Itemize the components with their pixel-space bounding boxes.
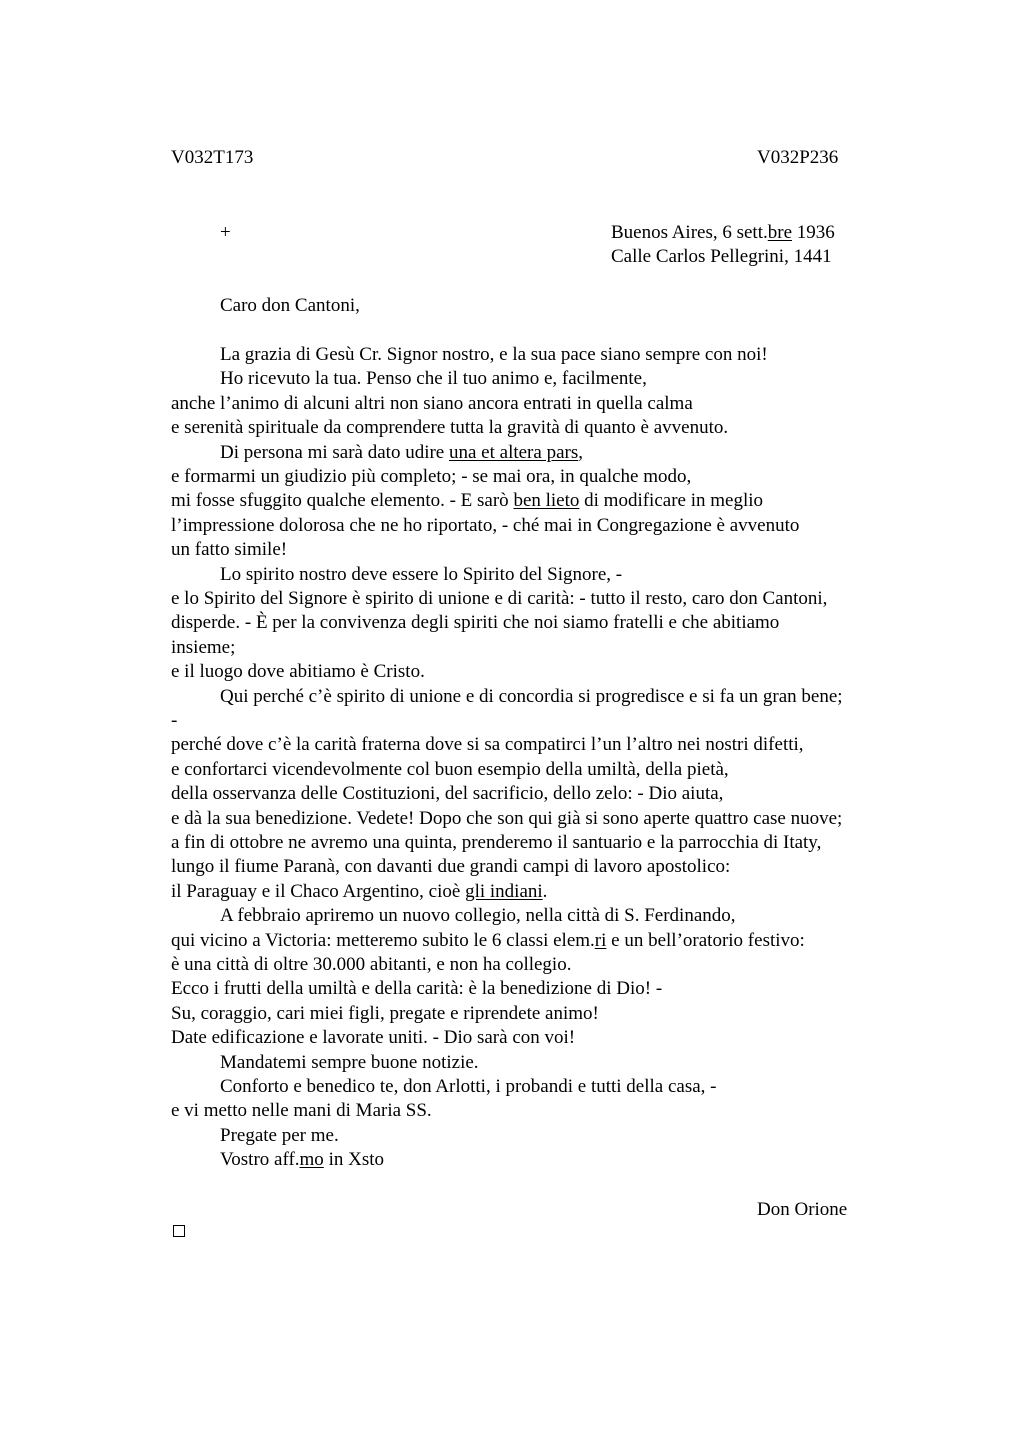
line-text: Mandatemi sempre buone notizie. <box>220 1051 479 1073</box>
underlined-text: ri <box>594 929 607 951</box>
body-line <box>171 758 729 782</box>
line-text: il Paraguay e il Chaco Argentino, cioè <box>171 880 466 902</box>
line-text: Di persona mi sarà dato udire <box>220 441 449 463</box>
place-date-suffix: 1936 <box>792 222 835 243</box>
underlined-text: gli indiani <box>465 880 543 902</box>
line-text: in Xsto <box>323 1149 384 1171</box>
address: Calle Carlos Pellegrini, 1441 <box>611 246 832 267</box>
body-line <box>171 831 821 855</box>
body-line <box>171 782 723 806</box>
body-line <box>171 953 571 977</box>
line-text: della osservanza delle Costituzioni, del sacrificio, dello zelo: - Dio aiuta, <box>171 783 724 805</box>
line-text: di modificare in meglio <box>579 490 764 512</box>
body-line <box>171 733 804 757</box>
body-line <box>171 660 425 684</box>
line-text: e formarmi un giudizio più completo; - se mai ora, in qualche modo, <box>171 466 692 487</box>
body-line <box>171 1099 432 1123</box>
line-text: Pregate per me. <box>220 1124 339 1146</box>
place-date <box>611 221 835 245</box>
place-date-abbr: bre <box>767 222 793 243</box>
body-line <box>220 1075 717 1099</box>
checkbox-square-icon <box>173 1225 185 1237</box>
body-line <box>171 392 693 416</box>
body-line <box>220 904 736 928</box>
line-text: e il luogo dove abitiamo è Cristo. <box>171 661 425 683</box>
body-line <box>171 709 177 733</box>
line-text: mi fosse sfuggito qualche elemento. - E sarò <box>171 490 514 512</box>
underlined-text: ben lieto <box>513 490 580 512</box>
body-line <box>171 929 805 953</box>
line-text: A febbraio apriremo un nuovo collegio, nella città di S. Ferdinando, <box>220 905 736 927</box>
line-text: Vostro aff. <box>220 1149 300 1171</box>
line-text: Su, coraggio, cari miei figli, pregate e riprendete animo! <box>171 1002 599 1024</box>
body-line <box>171 587 827 611</box>
line-text: e dà la sua benedizione. Vedete! Dopo che son qui già si sono aperte quattro case nuove; <box>171 807 843 829</box>
line-text: . <box>542 880 548 902</box>
body-line <box>171 465 691 489</box>
underlined-text: mo <box>299 1149 324 1171</box>
line-text: La grazia di Gesù Cr. Signor nostro, e la sua pace siano sempre con noi! <box>220 344 768 365</box>
line-text: insieme; <box>171 636 236 658</box>
body-line <box>171 416 728 440</box>
body-line <box>171 855 730 879</box>
body-line <box>220 1148 384 1172</box>
line-text: anche l’animo di alcuni altri non siano ancora entrati in quella calma <box>171 392 693 414</box>
body-line <box>220 685 843 709</box>
line-text: e lo Spirito del Signore è spirito di unione e di carità: - tutto il resto, caro don Cantoni, <box>171 588 828 609</box>
body-line <box>171 977 662 1001</box>
line-text: e serenità spirituale da comprendere tutta la gravità di quanto è avvenuto. <box>171 417 729 439</box>
body-line <box>171 1002 599 1026</box>
body-line <box>171 1026 575 1050</box>
body-line <box>171 880 547 904</box>
line-text: Qui perché c’è spirito di unione e di concordia si progredisce e si fa un gran bene; <box>220 685 843 707</box>
line-text: a fin di ottobre ne avremo una quinta, prenderemo il santuario e la parrocchia di Itaty, <box>171 832 822 853</box>
line-text: Lo spirito nostro deve essere lo Spirito del Signore, - <box>220 563 623 585</box>
body-line <box>220 441 583 465</box>
body-line <box>220 1051 479 1075</box>
body-line <box>171 514 799 538</box>
line-text: e un bell’oratorio festivo: <box>606 929 805 951</box>
body-line <box>220 1124 339 1148</box>
line-text: lungo il fiume Paranà, con davanti due grandi campi di lavoro apostolico: <box>171 856 731 878</box>
line-text: l’impressione dolorosa che ne ho riportato, - ché mai in Congregazione è avvenuto <box>171 514 800 536</box>
body-line <box>220 367 647 391</box>
line-text: - <box>171 710 178 731</box>
line-text: Date edificazione e lavorate uniti. - Dio sarà con voi! <box>171 1027 576 1049</box>
line-text: qui vicino a Victoria: metteremo subito le 6 classi elem. <box>171 929 595 951</box>
place-date-prefix: Buenos Aires, 6 sett. <box>611 222 768 243</box>
salutation: Caro don Cantoni, <box>220 295 360 316</box>
line-text: perché dove c’è la carità fraterna dove si sa compatirci l’un l’altro nei nostri difetti, <box>171 734 804 756</box>
header-right-code: V032P236 <box>757 147 839 168</box>
body-line <box>171 807 842 831</box>
body-line <box>220 563 622 587</box>
line-text: e confortarci vicendevolmente col buon esempio della umiltà, della pietà, <box>171 758 729 780</box>
body-line <box>220 343 768 367</box>
body-line <box>171 611 779 635</box>
line-text: è una città di oltre 30.000 abitanti, e non ha collegio. <box>171 954 572 975</box>
line-text: e vi metto nelle mani di Maria SS. <box>171 1100 432 1122</box>
cross-symbol: + <box>220 222 231 243</box>
line-text: , <box>578 441 583 463</box>
underlined-text: una et altera pars <box>448 441 579 463</box>
line-text: Ho ricevuto la tua. Penso che il tuo animo e, facilmente, <box>220 368 647 390</box>
body-line <box>171 538 287 562</box>
line-text: un fatto simile! <box>171 539 288 561</box>
line-text: Ecco i frutti della umiltà e della carità: è la benedizione di Dio! - <box>171 978 663 1000</box>
line-text: Conforto e benedico te, don Arlotti, i probandi e tutti della casa, - <box>220 1076 717 1097</box>
line-text: disperde. - È per la convivenza degli spiriti che noi siamo fratelli e che abitiamo <box>171 612 780 634</box>
body-line <box>171 636 235 660</box>
header-left-code: V032T173 <box>171 147 254 168</box>
body-line <box>171 489 763 513</box>
signature: Don Orione <box>757 1199 848 1220</box>
